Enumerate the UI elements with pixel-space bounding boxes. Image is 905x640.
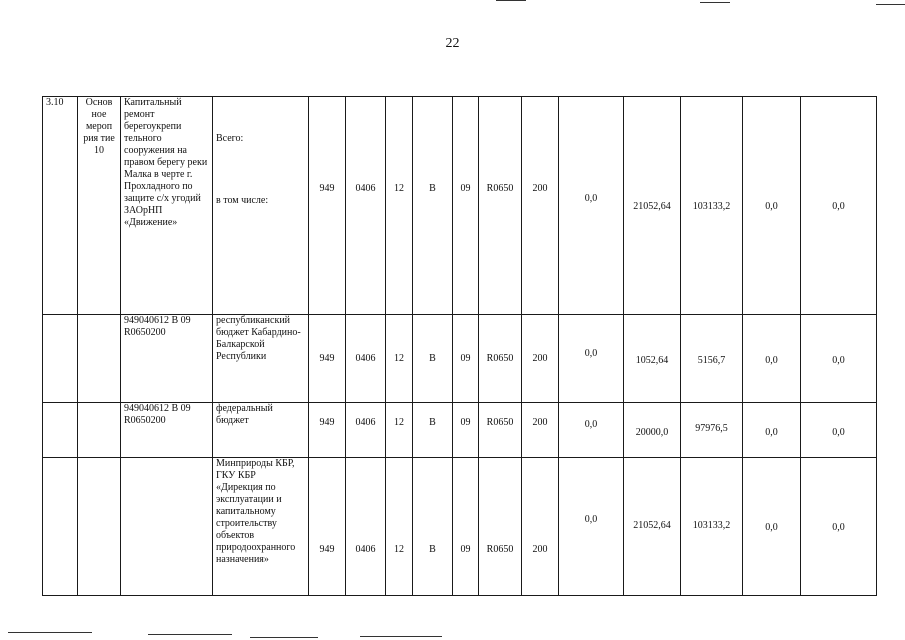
subprogram-code-cell: В	[413, 97, 453, 315]
main-event-code-cell: 09	[453, 458, 479, 596]
item-number-cell: 3.10	[43, 97, 78, 315]
year-5-cell: 0,0	[801, 403, 877, 458]
scan-artifact-bottom-3	[250, 637, 318, 638]
table-row	[43, 315, 877, 403]
program-code-cell: 12	[386, 315, 413, 403]
scan-artifact-bottom-1	[8, 632, 92, 633]
subprogram-code-cell: В	[413, 458, 453, 596]
grbs-cell: 949	[309, 97, 346, 315]
year-1-cell: 0,0	[559, 403, 624, 458]
direction-code-cell: R0650	[479, 403, 522, 458]
expense-type-cell: 200	[522, 97, 559, 315]
scan-artifact-top-1	[496, 0, 526, 1]
expense-type-cell: 200	[522, 458, 559, 596]
funding-source-cell: федеральный бюджет	[213, 403, 309, 458]
year-3-cell: 103133,2	[681, 97, 743, 315]
object-name-cell: 949040612 В 09 R0650200	[121, 315, 213, 403]
year-5-cell: 0,0	[801, 458, 877, 596]
table-row	[43, 458, 877, 596]
event-name-cell	[78, 315, 121, 403]
program-code-cell: 12	[386, 97, 413, 315]
page-number: 22	[445, 36, 460, 51]
year-5-cell: 0,0	[801, 97, 877, 315]
grbs-cell: 949	[309, 403, 346, 458]
funding-including-label: в том числе:	[216, 195, 269, 206]
year-4-cell: 0,0	[743, 458, 801, 596]
year-3-cell: 5156,7	[681, 315, 743, 403]
scan-artifact-bottom-4	[360, 636, 442, 637]
object-name-cell: 949040612 В 09 R0650200	[121, 403, 213, 458]
scan-artifact-top-2	[700, 2, 730, 3]
table-row	[43, 403, 877, 458]
year-2-cell: 21052,64	[624, 97, 681, 315]
grbs-cell: 949	[309, 458, 346, 596]
scan-artifact-bottom-2	[148, 634, 232, 635]
direction-code-cell: R0650	[479, 97, 522, 315]
expense-type-cell: 200	[522, 315, 559, 403]
table-row	[43, 97, 877, 315]
program-code-cell: 12	[386, 458, 413, 596]
year-4-cell: 0,0	[743, 97, 801, 315]
year-4-cell: 0,0	[743, 403, 801, 458]
funding-source-cell: Минприроды КБР, ГКУ КБР «Дирекция по эксплуатации и капитальному строительству объектов природоохранного назначения»	[213, 458, 309, 596]
year-1-cell: 0,0	[559, 97, 624, 315]
subprogram-code-cell: В	[413, 403, 453, 458]
item-number-cell	[43, 315, 78, 403]
rz-pr-cell: 0406	[346, 315, 386, 403]
main-event-code-cell: 09	[453, 403, 479, 458]
year-2-cell: 20000,0	[624, 403, 681, 458]
event-name-cell: Основ ное мероп рия тие 10	[78, 97, 121, 315]
year-3-cell: 103133,2	[681, 458, 743, 596]
rz-pr-cell: 0406	[346, 97, 386, 315]
object-name-cell	[121, 458, 213, 596]
item-number-cell	[43, 458, 78, 596]
subprogram-code-cell: В	[413, 315, 453, 403]
event-name-cell	[78, 458, 121, 596]
rz-pr-cell: 0406	[346, 403, 386, 458]
funding-source-cell	[213, 97, 309, 315]
grbs-cell: 949	[309, 315, 346, 403]
direction-code-cell: R0650	[479, 458, 522, 596]
funding-source-cell: республиканский бюджет Кабардино-Балкарской Республики	[213, 315, 309, 403]
year-2-cell: 21052,64	[624, 458, 681, 596]
item-number-cell	[43, 403, 78, 458]
program-code-cell: 12	[386, 403, 413, 458]
funding-total-label: Всего:	[216, 133, 244, 144]
budget-table	[42, 96, 877, 596]
event-name-cell	[78, 403, 121, 458]
expense-type-cell: 200	[522, 403, 559, 458]
year-1-cell: 0,0	[559, 458, 624, 596]
year-5-cell: 0,0	[801, 315, 877, 403]
main-event-code-cell: 09	[453, 315, 479, 403]
direction-code-cell: R0650	[479, 315, 522, 403]
year-3-cell: 97976,5	[681, 403, 743, 458]
year-1-cell: 0,0	[559, 315, 624, 403]
rz-pr-cell: 0406	[346, 458, 386, 596]
object-name-cell: Капитальный ремонт берегоукрепи тельного сооружения на правом берегу реки Малка в черте г. Прохладного по защите с/х угодий ЗАОрНП «Движение»	[121, 97, 213, 315]
main-event-code-cell: 09	[453, 97, 479, 315]
year-2-cell: 1052,64	[624, 315, 681, 403]
year-4-cell: 0,0	[743, 315, 801, 403]
scan-artifact-top-3	[876, 4, 905, 5]
